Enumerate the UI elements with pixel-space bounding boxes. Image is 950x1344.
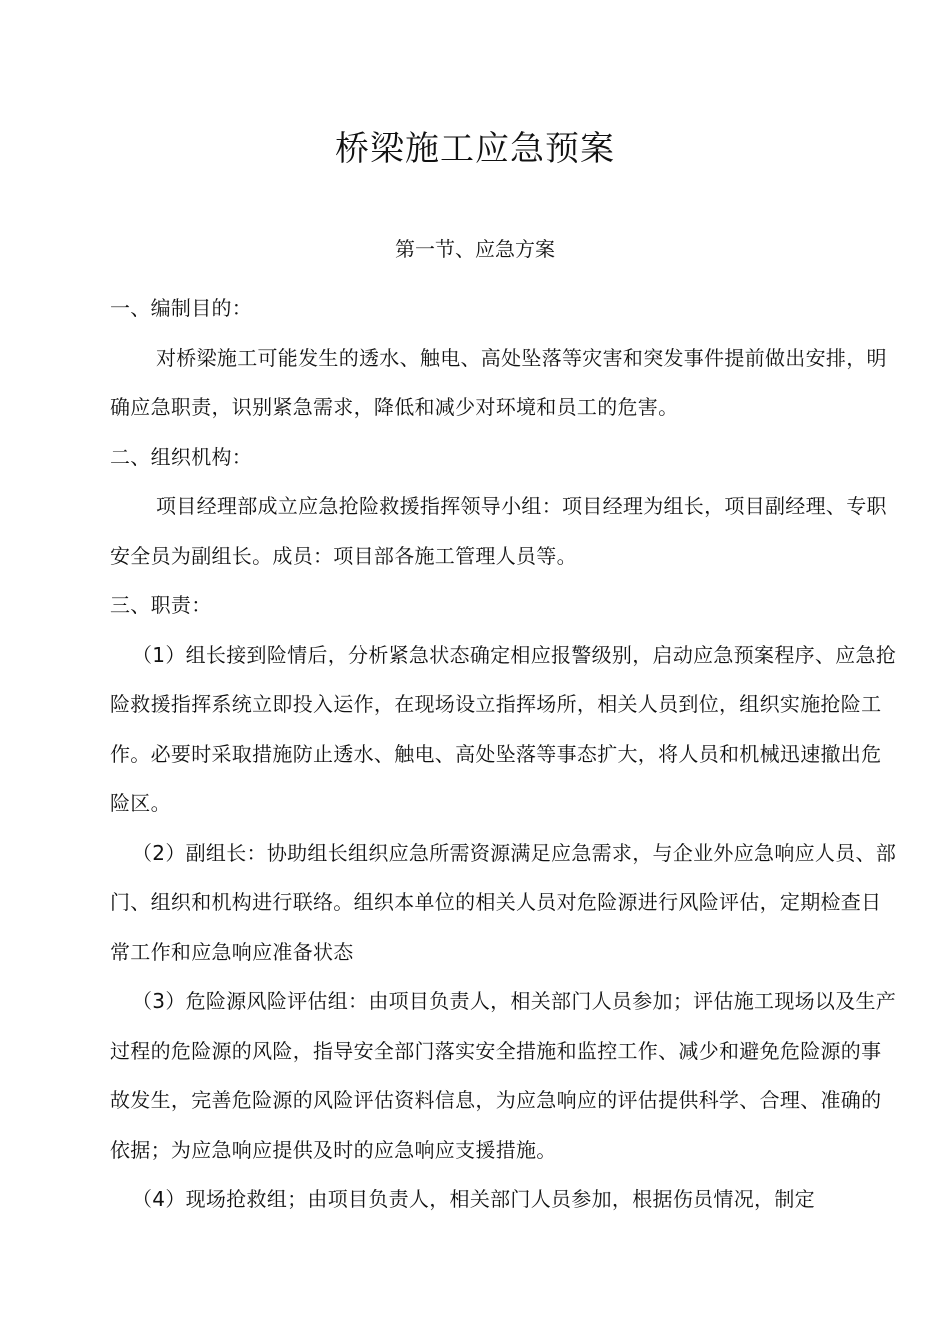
document-body — [110, 284, 900, 1225]
heading-organization: 二、组织机构： — [110, 444, 253, 469]
document-title: 桥梁施工应急预案 — [335, 129, 615, 169]
section-title: 第一节、应急方案 — [395, 237, 555, 261]
heading-purpose: 一、编制目的： — [110, 296, 253, 320]
paragraph-duty-4: （4）现场抢救组；由项目负责人，相关部门人员参加，根据伤员情况，制定 — [132, 1187, 815, 1211]
paragraph-duty-2: （2）副组长：协助组长组织应急所需资源满足应急需求，与企业外应急响应人员、部门、组织和机构进行联络。组织本单位的相关人员对危险源进行风险评估，定期检查日常工作和应急响应准备状态 — [110, 840, 897, 964]
paragraph-duty-3: （3）危险源风险评估组：由项目负责人，相关部门人员参加；评估施工现场以及生产过程的危险源的风险，指导安全部门落实安全措施和监控工作、减少和避免危险源的事故发生，完善危险源的风险评估资料信息，为应急响应的评估提供科学、合理、准确的依据；为应急响应提供及时的应急响应支援措施。 — [110, 989, 897, 1162]
heading-duties: 三、职责： — [110, 593, 212, 617]
paragraph-duty-1: （1）组长接到险情后，分析紧急状态确定相应报警级别，启动应急预案程序、应急抢险救援指挥系统立即投入运作，在现场设立指挥场所，相关人员到位，组织实施抢险工作。必要时采取措施防止透水、触电、高处坠落等事态扩大，将人员和机械迅速撤出危险区。 — [110, 642, 897, 815]
paragraph-purpose: 对桥梁施工可能发生的透水、触电、高处坠落等灾害和突发事件提前做出安排，明确应急职责，识别紧急需求，降低和减少对环境和员工的危害。 — [110, 345, 887, 419]
paragraph-organization: 项目经理部成立应急抢险救援指挥领导小组：项目经理为组长，项目副经理、专职安全员为副组长。成员：项目部各施工管理人员等。 — [110, 494, 887, 568]
